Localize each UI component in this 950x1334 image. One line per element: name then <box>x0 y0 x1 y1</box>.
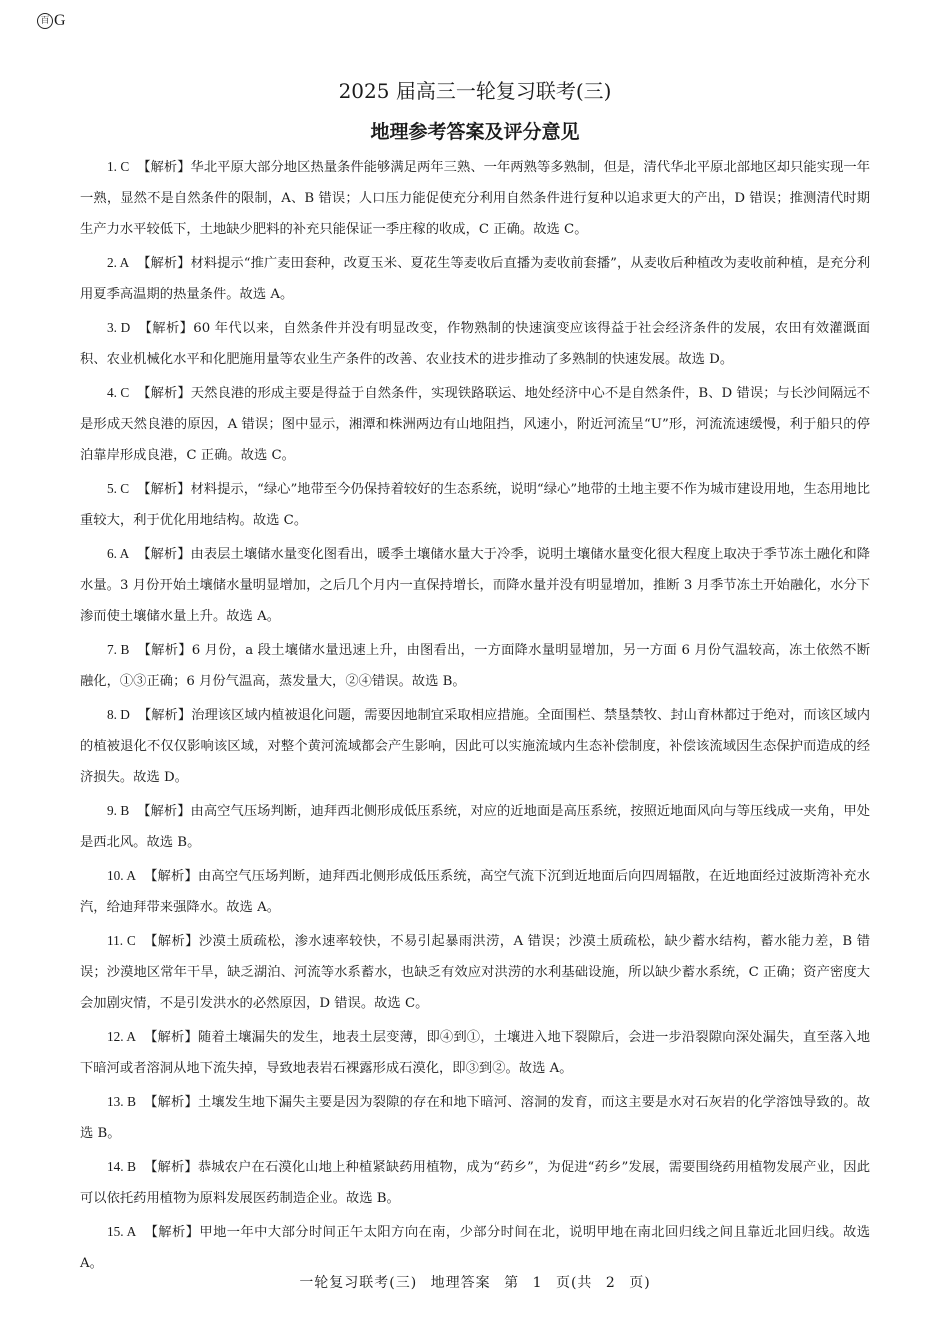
answer-number: 4. C <box>107 385 130 400</box>
answer-number: 5. C <box>107 481 130 496</box>
logo-letter: G <box>54 12 66 29</box>
analysis-tag: 【解析】 <box>137 643 192 658</box>
answer-item <box>80 1021 870 1084</box>
document-title: 2025 届高三一轮复习联考(三) <box>338 79 612 103</box>
answer-number: 2. A <box>107 255 130 270</box>
analysis-tag: 【解析】 <box>143 1030 198 1045</box>
analysis-tag: 【解析】 <box>143 934 199 949</box>
analysis-tag: 【解析】 <box>137 256 191 271</box>
analysis-tag: 【解析】 <box>144 1225 200 1240</box>
answer-explanation: 材料提示，“绿心”地带至今仍保持着较好的生态系统，说明“绿心”地带的土地主要不作为城市建设用地，生态用地比重较大，利于优化用地结构。故选 C。 <box>80 482 870 528</box>
answer-explanation: 天然良港的形成主要是得益于自然条件，实现铁路联运、地处经济中心不是自然条件，B、D 错误；与长沙间隔远不是形成天然良港的原因，A 错误；图中显示，湘潭和株洲两边有山地阻挡，风速小，附近河流呈“U”形，河流流速缓慢，利于船只的停泊靠岸形成良港，C 正确。故选 C。 <box>80 386 870 463</box>
analysis-tag: 【解析】 <box>143 1095 198 1110</box>
answer-item <box>80 377 870 471</box>
answer-number: 10. A <box>107 868 136 883</box>
answer-item <box>80 247 870 310</box>
answer-number: 1. C <box>107 159 130 174</box>
answer-item <box>80 860 870 923</box>
answer-explanation: 土壤发生地下漏失主要是因为裂隙的存在和地下暗河、溶洞的发育，而这主要是水对石灰岩的化学溶蚀导致的。故选 B。 <box>80 1095 871 1141</box>
logo-mark: 百 <box>37 13 53 29</box>
answer-number: 11. C <box>107 933 136 948</box>
analysis-tag: 【解析】 <box>138 321 194 336</box>
analysis-tag: 【解析】 <box>137 804 191 819</box>
analysis-tag: 【解析】 <box>137 547 191 562</box>
answer-explanation: 材料提示“推广麦田套种，改夏玉米、夏花生等麦收后直播为麦收前套播”，从麦收后种植改为麦收前种植，是充分利用夏季高温期的热量条件。故选 A。 <box>80 256 870 302</box>
answer-list <box>80 151 870 1281</box>
answer-number: 7. B <box>107 642 130 657</box>
analysis-tag: 【解析】 <box>137 482 191 497</box>
answer-item <box>80 1151 870 1214</box>
answer-explanation: 60 年代以来，自然条件并没有明显改变，作物熟制的快速演变应该得益于社会经济条件的发展，农田有效灌溉面积、农业机械化水平和化肥施用量等农业生产条件的改善、农业技术的进步推动了多熟制的快速发展。故选 D。 <box>80 321 870 367</box>
answer-number: 6. A <box>107 546 130 561</box>
answer-explanation: 由高空气压场判断，迪拜西北侧形成低压系统，对应的近地面是高压系统，按照近地面风向与等压线成一夹角，甲处是西北风。故选 B。 <box>80 804 871 850</box>
answer-explanation: 华北平原大部分地区热量条件能够满足两年三熟、一年两熟等多熟制，但是，清代华北平原北部地区却只能实现一年一熟，显然不是自然条件的限制，A、B 错误；人口压力能促使充分利用自然条件进行复种以追求更大的产出，D 错误；推测清代时期生产力水平较低下，土地缺少肥料的补充只能保证一季庄稼的收成，C 正确。故选 C。 <box>80 160 871 237</box>
answer-explanation: 治理该区域内植被退化问题，需要因地制宜采取相应措施。全面围栏、禁垦禁牧、封山育林都过于绝对，而该区域内的植被退化不仅仅影响该区域，对整个黄河流域都会产生影响，因此可以实施流域内生态补偿制度，补偿该流域因生态保护而造成的经济损失。故选 D。 <box>80 708 871 785</box>
answer-number: 13. B <box>107 1094 136 1109</box>
publisher-logo <box>37 12 66 30</box>
analysis-tag: 【解析】 <box>143 869 198 884</box>
answer-explanation: 沙漠土质疏松，渗水速率较快，不易引起暴雨洪涝，A 错误；沙漠土质疏松，缺少蓄水结构，蓄水能力差，B 错误；沙漠地区常年干旱，缺乏湖泊、河流等水系蓄水，也缺乏有效应对洪涝的水利基础设施，所以缺少蓄水系统，C 正确；资产密度大会加剧灾情，不是引发洪水的必然原因，D 错误。故选 C。 <box>80 934 871 1011</box>
answer-explanation: 6 月份，a 段土壤储水量迅速上升，由图看出，一方面降水量明显增加，另一方面 6 月份气温较高，冻土依然不断融化，①③正确；6 月份气温高，蒸发量大，②④错误。故选 B。 <box>80 643 870 689</box>
answer-explanation: 随着土壤漏失的发生，地表土层变薄，即④到①，土壤进入地下裂隙后，会进一步沿裂隙向深处漏失，直至落入地下暗河或者溶洞从地下流失掉，导致地表岩石裸露形成石漠化，即③到②。故选 A。 <box>80 1030 871 1076</box>
answer-item <box>80 634 870 697</box>
page-footer: 一轮复习联考(三) 地理答案 第 1 页(共 2 页) <box>299 1275 651 1291</box>
answer-number: 14. B <box>107 1159 136 1174</box>
document-subtitle: 地理参考答案及评分意见 <box>370 121 580 143</box>
answer-item <box>80 1216 870 1279</box>
answer-item <box>80 699 870 793</box>
analysis-tag: 【解析】 <box>137 160 191 175</box>
analysis-tag: 【解析】 <box>137 386 191 401</box>
answer-item <box>80 795 870 858</box>
answer-item <box>80 312 870 375</box>
answer-explanation: 由表层土壤储水量变化图看出，暖季土壤储水量大于冷季，说明土壤储水量变化很大程度上取决于季节冻土融化和降水量。3 月份开始土壤储水量明显增加，之后几个月内一直保持增长，而降水量并没有明显增加，推断 3 月季节冻土开始融化，水分下渗而使土壤储水量上升。故选 A。 <box>80 547 871 624</box>
answer-number: 12. A <box>107 1029 136 1044</box>
answer-number: 3. D <box>107 320 131 335</box>
answer-item <box>80 538 870 632</box>
answer-item <box>80 1086 870 1149</box>
answer-explanation: 由高空气压场判断，迪拜西北侧形成低压系统，高空气流下沉到近地面后向四周辐散，在近地面经过波斯湾补充水汽，给迪拜带来强降水。故选 A。 <box>80 869 871 915</box>
answer-explanation: 恭城农户在石漠化山地上种植紧缺药用植物，成为“药乡”，为促进“药乡”发展，需要围绕药用植物发展产业，因此可以依托药用植物为原料发展医药制造企业。故选 B。 <box>80 1160 870 1206</box>
answer-number: 9. B <box>107 803 130 818</box>
answer-number: 15. A <box>107 1224 137 1239</box>
answer-number: 8. D <box>107 707 130 722</box>
answer-explanation: 甲地一年中大部分时间正午太阳方向在南，少部分时间在北，说明甲地在南北回归线之间且靠近北回归线。故选 A。 <box>80 1225 871 1271</box>
answer-item <box>80 151 870 245</box>
answer-item <box>80 925 870 1019</box>
answer-item <box>80 473 870 536</box>
analysis-tag: 【解析】 <box>143 1160 198 1175</box>
analysis-tag: 【解析】 <box>137 708 192 723</box>
